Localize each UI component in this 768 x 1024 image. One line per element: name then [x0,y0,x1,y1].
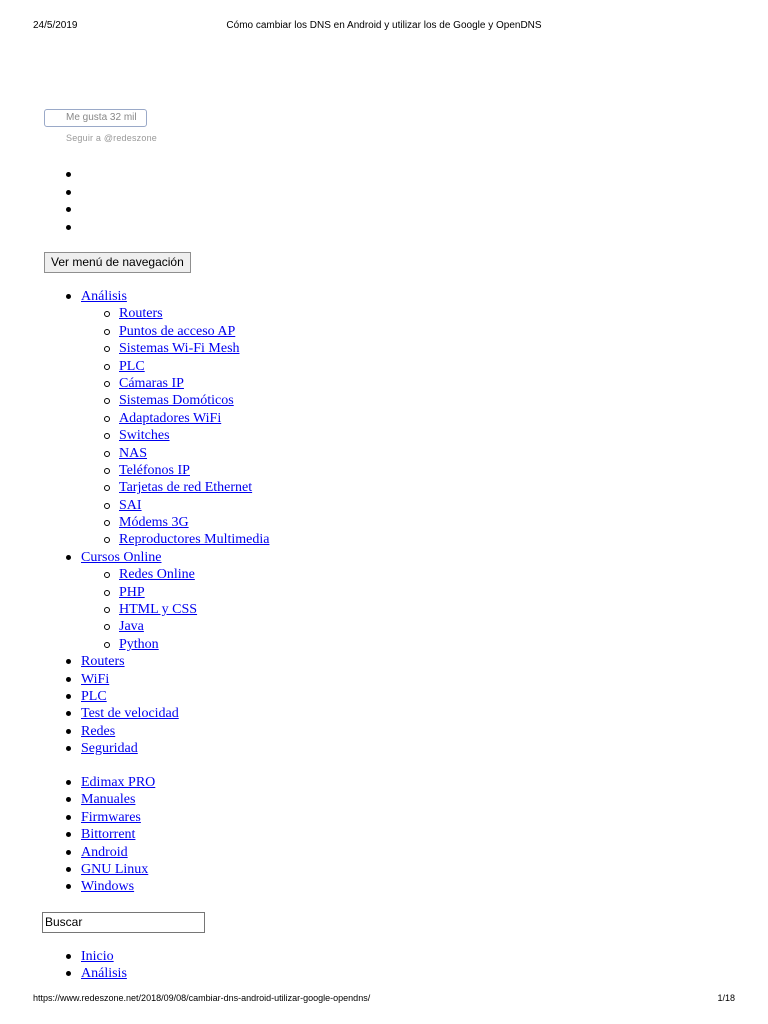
menu-item [62,671,269,688]
submenu-item-link[interactable]: SAI [119,497,142,513]
secondary-menu-item [62,861,155,878]
secondary-menu-item-link[interactable]: Edimax PRO [81,775,156,790]
menu-item [62,705,269,722]
submenu-item [62,445,269,462]
menu-item [62,688,269,705]
breadcrumb [62,948,127,983]
submenu-item [62,305,269,322]
main-navigation-menu [62,288,269,758]
menu-item [62,549,269,566]
menu-item [62,740,269,757]
submenu-item [62,323,269,340]
submenu-item [62,566,269,583]
submenu-item-link[interactable]: HTML y CSS [119,602,198,618]
submenu-item-link[interactable]: Puntos de acceso AP [119,323,236,339]
secondary-menu-item-link[interactable]: Manuales [81,792,136,808]
submenu-item-link[interactable]: NAS [119,445,148,461]
twitter-follow-link[interactable]: Seguir a @redeszone [66,133,157,143]
menu-item-link[interactable]: PLC [81,688,107,704]
facebook-like-button[interactable]: Me gusta 32 mil [44,109,147,127]
submenu-item-link[interactable]: Teléfonos IP [119,462,190,478]
submenu-item [62,514,269,531]
secondary-menu-item-link[interactable]: GNU Linux [81,861,149,877]
submenu-item-link[interactable]: Tarjetas de red Ethernet [119,480,253,496]
submenu-item-link[interactable]: Cámaras IP [119,375,184,391]
submenu-item-link[interactable]: PLC [119,358,145,374]
menu-item [62,288,269,305]
secondary-menu-item [62,809,155,826]
submenu-item-link[interactable]: Adaptadores WiFi [119,410,222,426]
secondary-menu-item-link[interactable]: Android [81,844,128,860]
menu-item-link[interactable]: Routers [81,654,125,670]
breadcrumb-item-link[interactable]: Análisis [81,966,127,982]
secondary-menu-item [62,791,155,808]
secondary-menu-item [62,844,155,861]
submenu-item [62,601,269,618]
submenu-item-link[interactable]: Python [119,636,159,652]
secondary-menu-item [62,826,155,843]
submenu-item-link[interactable]: PHP [119,584,145,600]
submenu-item [62,531,269,548]
submenu-item-link[interactable]: Switches [119,428,170,444]
menu-item-link[interactable]: Test de velocidad [81,706,179,722]
breadcrumb-item [62,965,127,982]
submenu-item-link[interactable]: Sistemas Wi-Fi Mesh [119,341,240,357]
breadcrumb-item-link[interactable]: Inicio [81,949,114,964]
menu-item-link[interactable]: Redes [81,723,116,739]
search-input[interactable]: Buscar [42,912,205,933]
print-url: https://www.redeszone.net/2018/09/08/cambiar-dns-android-utilizar-google-opendns/ [33,993,371,1003]
submenu-item-link[interactable]: Módems 3G [119,515,189,531]
secondary-menu-item [62,774,155,791]
breadcrumb-item [62,948,127,965]
submenu-item [62,358,269,375]
secondary-menu-item-link[interactable]: Firmwares [81,809,141,825]
secondary-navigation-menu [62,774,155,896]
print-title: Cómo cambiar los DNS en Android y utilizar los de Google y OpenDNS [226,20,542,31]
submenu-item [62,497,269,514]
submenu-item [62,618,269,635]
submenu-item [62,410,269,427]
submenu-item-link[interactable]: Sistemas Domóticos [119,393,234,409]
submenu-item [62,392,269,409]
menu-item-link[interactable]: WiFi [81,671,110,687]
submenu-item [62,462,269,479]
submenu-item [62,375,269,392]
secondary-menu-item-link[interactable]: Bittorrent [81,827,136,843]
menu-item-link[interactable]: Seguridad [81,741,138,757]
submenu-item [62,340,269,357]
submenu-item [62,427,269,444]
print-date: 24/5/2019 [33,20,78,31]
menu-item-link[interactable]: Análisis [81,289,127,304]
submenu-item-link[interactable]: Routers [119,306,163,322]
submenu-item-link[interactable]: Java [119,619,144,635]
submenu-item [62,636,269,653]
secondary-menu-item-link[interactable]: Windows [81,879,135,895]
nav-menu-button[interactable]: Ver menú de navegación [44,252,191,273]
menu-item-link[interactable]: Cursos Online [81,549,162,565]
secondary-menu-item [62,878,155,895]
submenu-item [62,584,269,601]
menu-item [62,723,269,740]
submenu-item-link[interactable]: Redes Online [119,567,195,583]
page-number: 1/18 [717,993,735,1003]
menu-item [62,653,269,670]
submenu-item [62,479,269,496]
submenu-item-link[interactable]: Reproductores Multimedia [119,532,270,548]
